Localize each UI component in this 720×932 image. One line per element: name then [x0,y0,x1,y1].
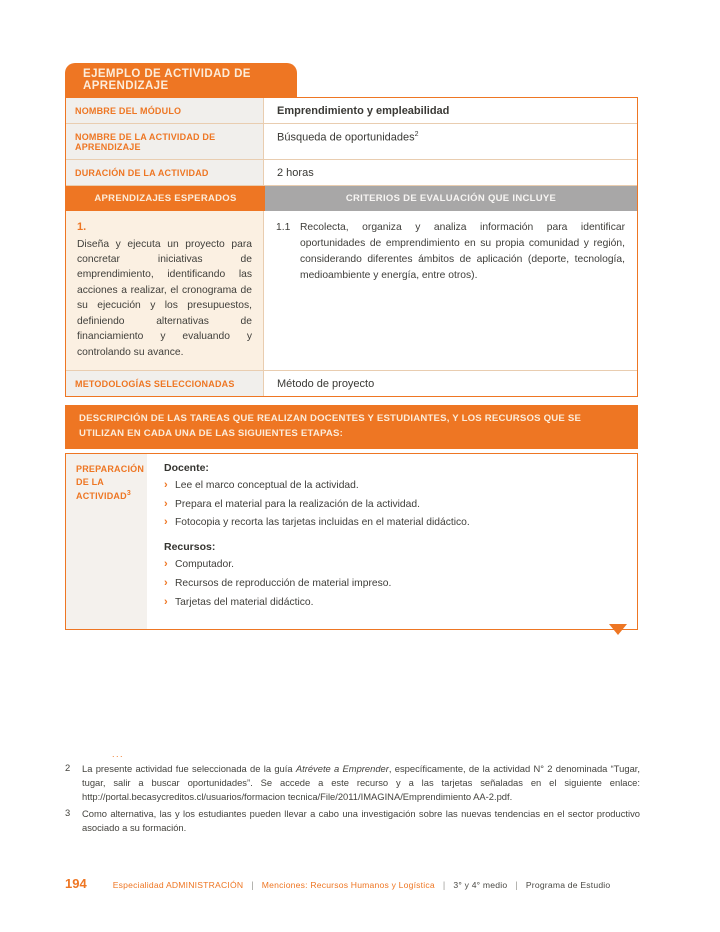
resource-text: Recursos de reproducción de material impreso. [175,578,392,590]
criteria-number: 1.1 [276,222,291,233]
bullet-icon: › [164,558,168,571]
footnote-2 [65,762,640,804]
task-text: Fotocopia y recorta las tarjetas incluidas en el material didáctico. [175,517,470,529]
list-item [164,596,623,610]
preparation-content [147,454,637,629]
teacher-heading: Docente: [164,461,209,474]
activity-name-value [264,124,637,159]
footnote-number: 2 [65,762,71,773]
resources-heading: Recursos: [164,541,216,554]
duration-value: 2 horas [264,160,637,185]
section-tab [65,63,297,97]
resources-section [164,541,623,610]
objective-cell [66,211,264,370]
footnote-text-post: , específicamente, de la actividad N° 2 denominada “Tugar, tugar, salir a buscar oportunidades”. Se accede a este recurso y a las tarjetas señaladas en el siguiente enlace: http://portal.becasycreditos.cl/usuarios/formacion tecnica/File/2011/IMAGINA/Emprendimiento AA-2.pdf. [82,763,640,802]
list-item [164,558,623,572]
resource-text: Computador. [175,559,234,571]
objective-text: Diseña y ejecuta un proyecto para concretar iniciativas de emprendimiento, identificando las acciones a realizar, el cronograma de su ejecución y los presupuestos, definiendo alternativas de financiamiento y evaluando y controlando su avance. [77,238,252,358]
footer-separator: | [442,880,446,890]
activity-name-label: NOMBRE DE LA ACTIVIDAD DE APRENDIZAJE [66,124,264,159]
learning-header-row [66,186,637,211]
footer-specialty: Especialidad ADMINISTRACIÓN [112,880,244,890]
objective-number: 1. [77,221,87,233]
module-label: NOMBRE DEL MÓDULO [66,98,264,123]
preparation-label [66,454,147,629]
continuation-arrow-icon [609,624,627,635]
footnote-text: Como alternativa, las y los estudiantes pueden llevar a cabo una investigación sobre las nuevas tendencias en el sector productivo asociado a su formación. [82,807,640,833]
footnote-continuation-marker: ... [112,749,125,759]
resource-text: Tarjetas del material didáctico. [175,597,314,609]
footnote-text [82,762,640,804]
activity-table [65,97,638,397]
footer-breadcrumb [113,880,611,890]
table-row-methodology [66,371,637,396]
table-row-duration [66,160,637,186]
learning-content-row [66,211,637,371]
preparation-label-text: PREPARACIÓN DE LA ACTIVIDAD [76,463,145,501]
footnote-text-pre: La presente actividad fue seleccionada de la guía [82,763,296,774]
bullet-icon: › [164,596,168,609]
methodology-value: Método de proyecto [264,371,637,396]
criteria-text: Recolecta, organiza y analiza información para identificar oportunidades de emprendimiento en su propia comunidad y región, considerando diferentes ámbitos de aplicación (deporte, tecnología, medioambiente y energía, entre otros). [300,222,625,281]
teacher-section [164,462,623,531]
footer-grade: 3° y 4° medio [453,880,508,890]
activity-name-text: Búsqueda de oportunidades [277,131,415,144]
table-row-module [66,98,637,124]
duration-label: DURACIÓN DE LA ACTIVIDAD [66,160,264,185]
activity-example-section [65,63,638,630]
bullet-icon: › [164,577,168,590]
list-item [164,577,623,591]
footnotes [65,750,640,835]
teacher-task-list [164,479,623,531]
tasks-description-banner: DESCRIPCIÓN DE LAS TAREAS QUE REALIZAN DOCENTES Y ESTUDIANTES, Y LOS RECURSOS QUE SE UTILIZAN EN CADA UNA DE LAS SIGUIENTES ETAPAS: [65,405,638,449]
criteria-cell [264,211,637,370]
list-item [164,479,623,493]
bullet-icon: › [164,516,168,529]
page-footer [65,876,665,891]
methodology-label: METODOLOGÍAS SELECCIONADAS [66,371,264,396]
list-item [164,516,623,530]
guide-title-italic: Atrévete a Emprender [295,763,389,774]
preparation-box [65,453,638,630]
footer-mentions: Menciones: Recursos Humanos y Logística [261,880,435,890]
list-item [164,498,623,512]
task-text: Prepara el material para la realización de la actividad. [175,498,420,510]
footnote-ref-3: 3 [126,489,131,497]
footer-separator: | [251,880,254,890]
expected-learning-header: APRENDIZAJES ESPERADOS [66,186,265,211]
section-tab-title: EJEMPLO DE ACTIVIDAD DE APRENDIZAJE [83,68,251,92]
table-row-activity-name [66,124,637,160]
evaluation-criteria-header: CRITERIOS DE EVALUACIÓN QUE INCLUYE [265,186,637,211]
bullet-icon: › [164,478,168,491]
module-value: Emprendimiento y empleabilidad [264,98,637,123]
task-text: Lee el marco conceptual de la actividad. [175,479,359,491]
page-number: 194 [65,876,87,891]
footnote-ref-2: 2 [414,131,419,138]
footnote-number: 3 [65,806,71,818]
footnote-3 [65,807,640,835]
bullet-icon: › [164,497,168,510]
footer-separator: | [515,880,518,890]
resources-list [164,558,623,610]
footer-program: Programa de Estudio [525,880,611,890]
